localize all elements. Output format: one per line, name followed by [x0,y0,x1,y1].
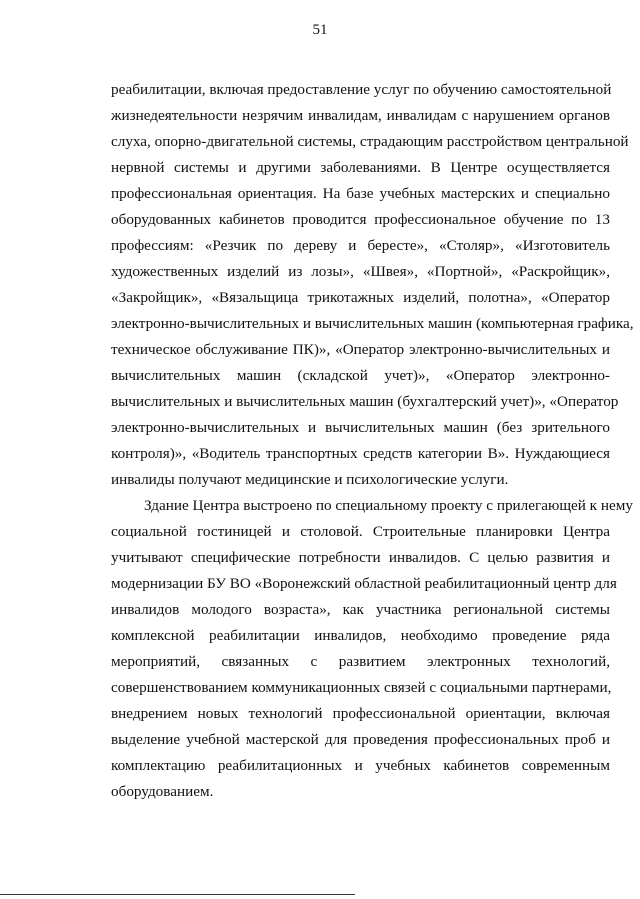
text-line: оборудованием. [111,783,214,800]
paragraph-2 [111,493,633,805]
text-line: оборудованных кабинетов проводится профессиональное обучение по 13 [111,211,610,228]
text-line: модернизации БУ ВО «Воронежский областной реабилитационный центр для [111,575,617,592]
text-line: вычислительных машин (складской учет)», «Оператор электронно- [111,367,610,384]
text-line: техническое обслуживание ПК)», «Оператор электронно-вычислительных и [111,341,610,358]
text-line: инвалидов молодого возраста», как участника региональной системы [111,601,610,618]
text-line: жизнедеятельности незрячим инвалидам, инвалидам с нарушением органов [111,107,610,124]
text-line: слуха, опорно-двигательной системы, страдающим расстройством центральной [111,133,629,150]
text-line: выделение учебной мастерской для проведения профессиональных проб и [111,731,610,748]
text-line: социальной гостиницей и столовой. Строительные планировки Центра [111,523,610,540]
text-line: нервной системы и другими заболеваниями. В Центре осуществляется [111,159,610,176]
text-line: электронно-вычислительных и вычислительных машин (компьютерная графика, [111,315,634,332]
text-line: вычислительных и вычислительных машин (бухгалтерский учет)», «Оператор [111,393,619,410]
text-line: художественных изделий из лозы», «Швея», «Портной», «Раскройщик», [111,263,610,280]
text-line: контроля)», «Водитель транспортных средств категории В». Нуждающиеся [111,445,610,462]
text-line: профессиональная ориентация. На базе учебных мастерских и специально [111,185,610,202]
text-line: Здание Центра выстроено по специальному проекту с прилегающей к нему [144,497,633,514]
footer-divider [0,894,355,895]
text-line: реабилитации, включая предоставление услуг по обучению самостоятельной [111,81,612,98]
text-line: внедрением новых технологий профессиональной ориентации, включая [111,705,610,722]
text-line: «Закройщик», «Вязальщица трикотажных изделий, полотна», «Оператор [111,289,610,306]
text-line: электронно-вычислительных и вычислительных машин (без зрительного [111,419,610,436]
text-line: совершенствованием коммуникационных связей с социальными партнерами, [111,679,612,696]
text-line: профессиям: «Резчик по дереву и бересте», «Столяр», «Изготовитель [111,237,610,254]
text-line: мероприятий, связанных с развитием электронных технологий, [111,653,610,670]
page-number: 51 [312,22,328,38]
text-line: комплектацию реабилитационных и учебных кабинетов современным [111,757,610,774]
text-line: учитывают специфические потребности инвалидов. С целью развития и [111,549,610,566]
text-line: комплексной реабилитации инвалидов, необходимо проведение ряда [111,627,610,644]
text-line: инвалиды получают медицинские и психологические услуги. [111,471,509,488]
document-body [111,77,634,805]
paragraph-1 [111,77,634,493]
